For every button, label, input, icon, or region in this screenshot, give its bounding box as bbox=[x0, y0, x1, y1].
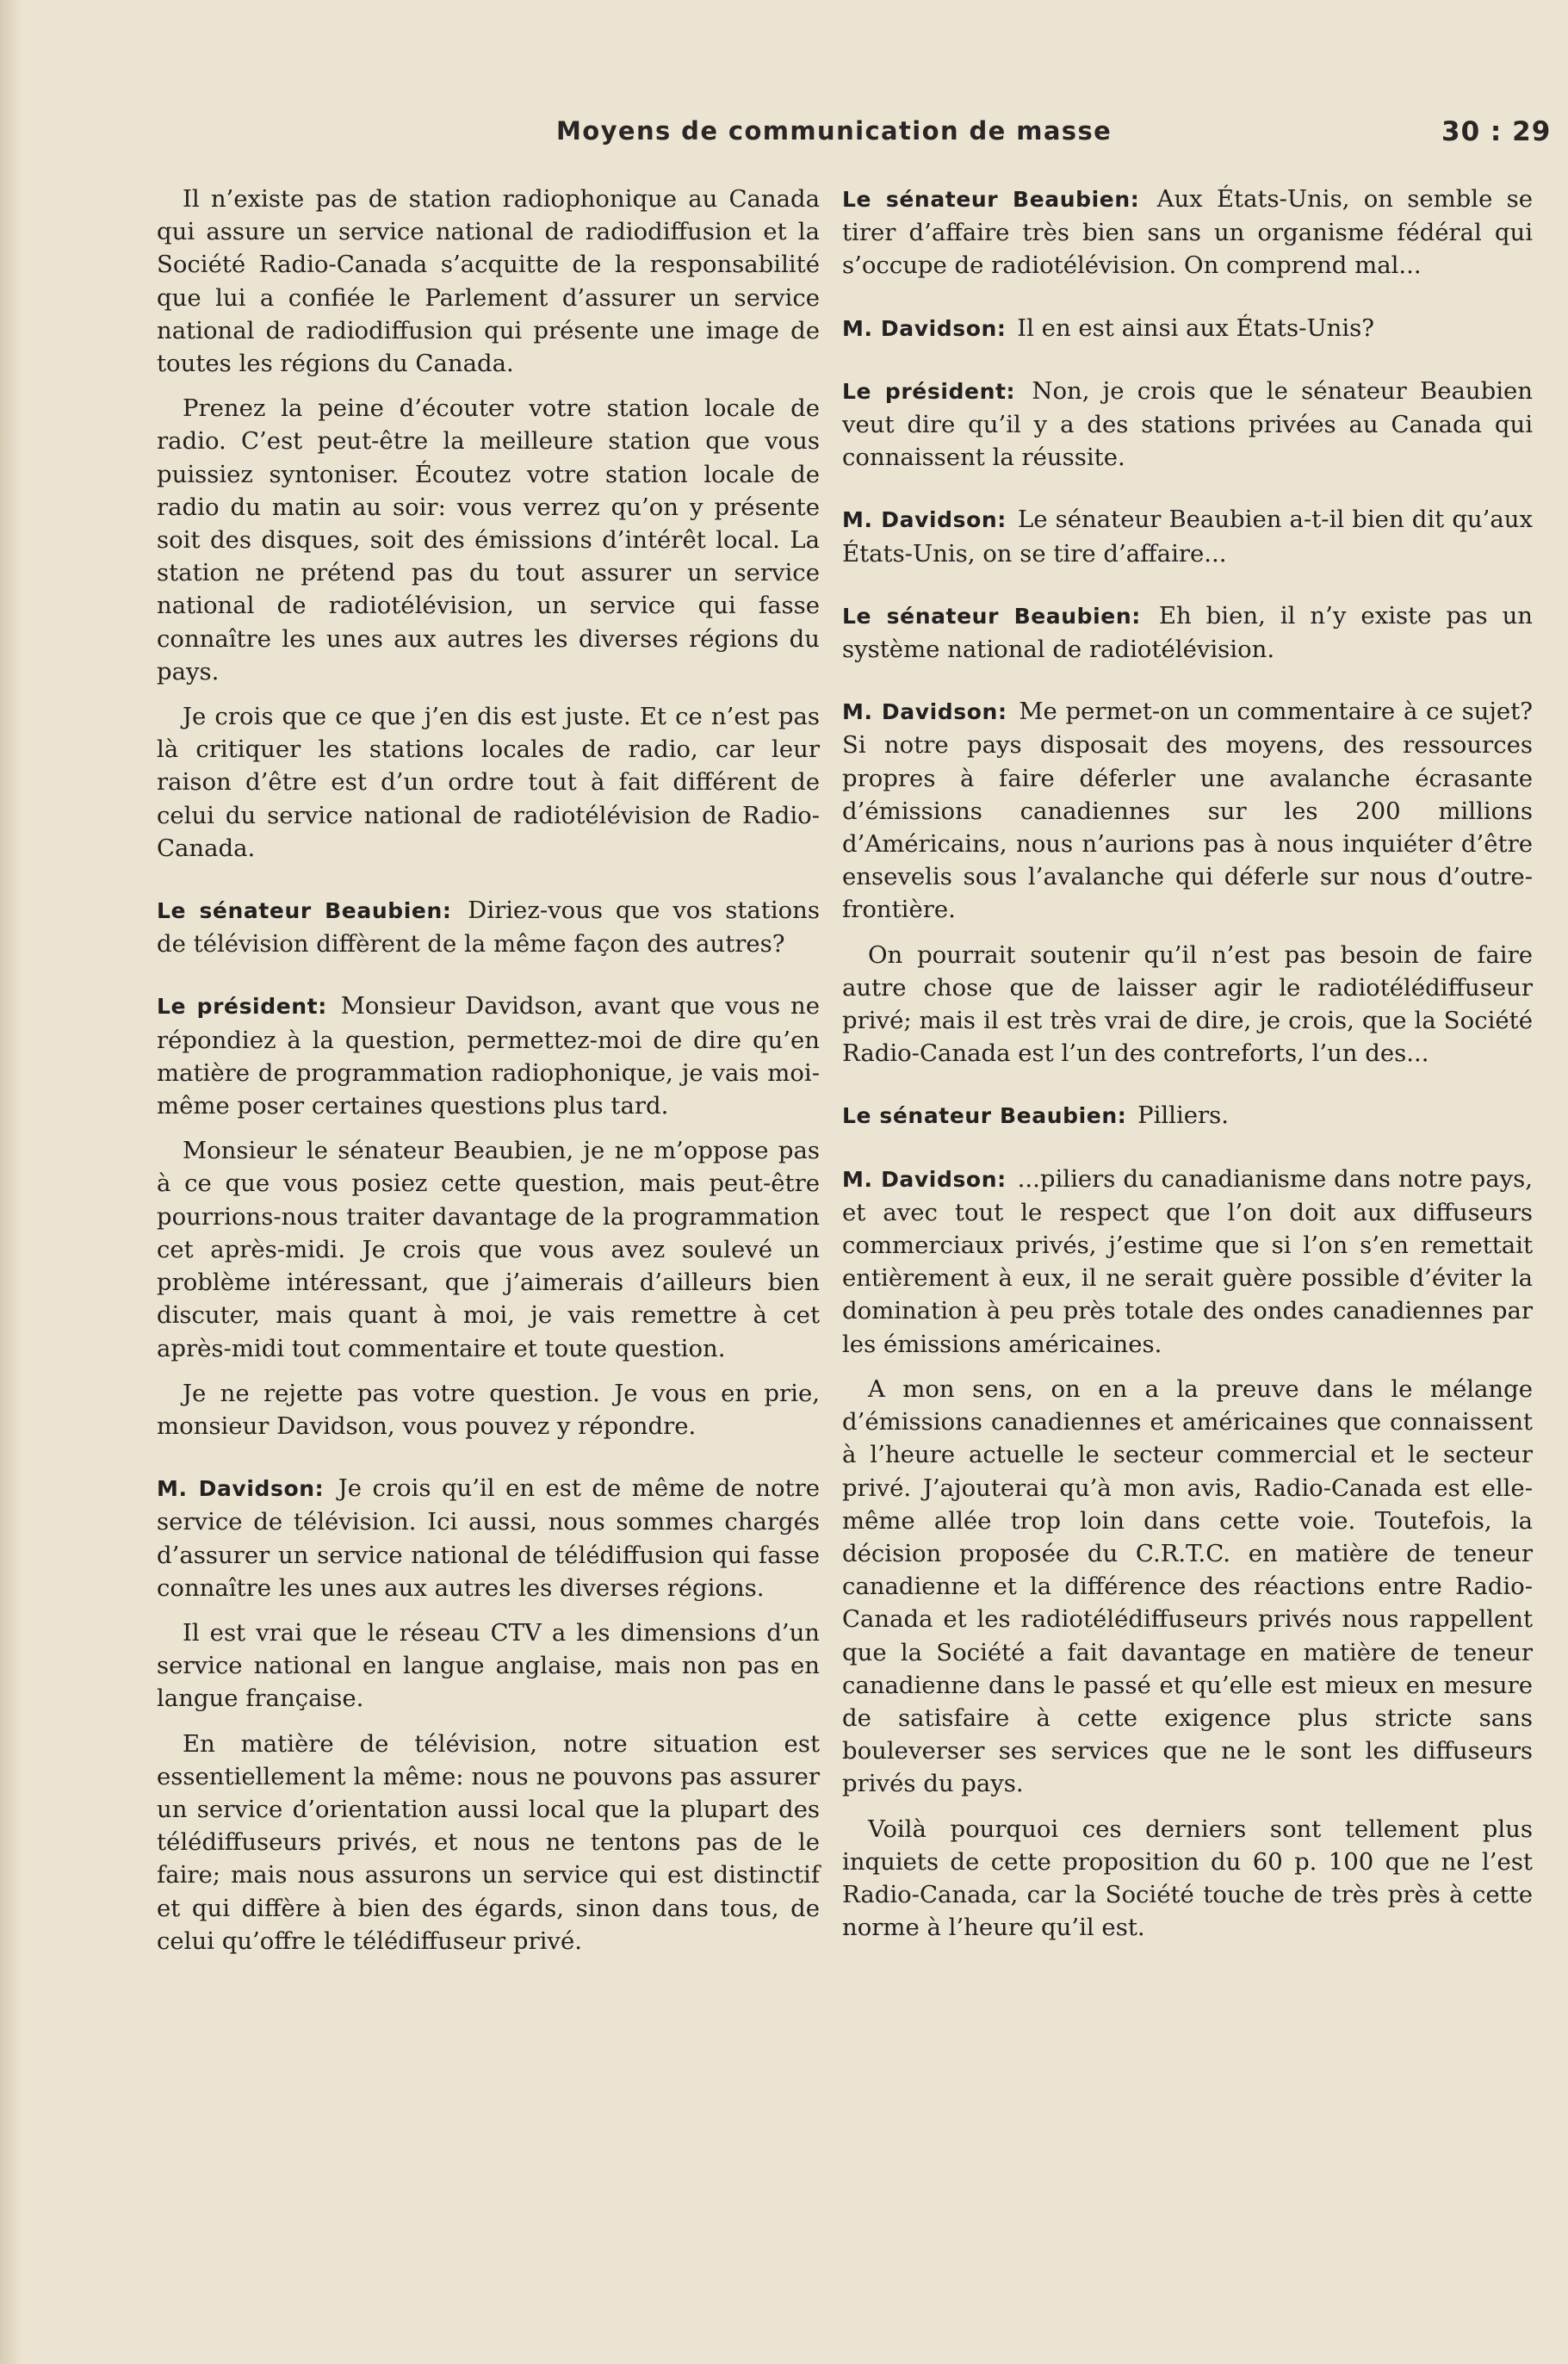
speaker-name: M. Davidson: bbox=[157, 1476, 325, 1502]
speaker-name: Le président: bbox=[842, 378, 1016, 404]
paragraph-text: Diriez-vous que vos stations de télévision diffèrent de la même façon des autres? bbox=[157, 897, 821, 959]
paragraph bbox=[157, 1377, 820, 1443]
speech-paragraph bbox=[842, 599, 1533, 666]
speaker-name: M. Davidson: bbox=[842, 507, 1007, 533]
paragraph-text: On pourrait soutenir qu’il n’est pas besoin de faire autre chose que de laisser agir le radiotélédiffuseur privé; mais il est très vrai de dire, je crois, que la Société Radio-Canada est l’un des contreforts, l’un des... bbox=[842, 940, 1533, 1068]
left-column bbox=[157, 183, 820, 1970]
paragraph bbox=[157, 1616, 820, 1716]
speaker-name: Le sénateur Beaubien: bbox=[157, 898, 452, 924]
speaker-name: Le président: bbox=[157, 994, 327, 1020]
paragraph-text: Me permet-on un commentaire à ce sujet? Si notre pays disposait des moyens, des ressources propres à faire déferler une avalanche écrasante d’émissions canadiennes sur les 200 millions d’Américains, nous n’aurions pas à nous inquiéter d’être ensevelis sous l’avalanche qui déferle sur nous d’outre-frontière. bbox=[842, 698, 1533, 924]
paragraph bbox=[157, 700, 820, 865]
paragraph-text: Il est vrai que le réseau CTV a les dimensions d’un service national en langue anglaise, mais non pas en langue française. bbox=[157, 1618, 820, 1713]
speaker-name: Le sénateur Beaubien: bbox=[842, 1103, 1127, 1129]
paragraph bbox=[157, 1134, 820, 1364]
speech-paragraph bbox=[842, 1099, 1533, 1132]
speaker-name: Le sénateur Beaubien: bbox=[842, 603, 1141, 629]
speech-paragraph bbox=[842, 312, 1533, 345]
speech-paragraph bbox=[842, 503, 1533, 569]
paragraph bbox=[157, 183, 820, 380]
paragraph bbox=[842, 1373, 1533, 1801]
speech-paragraph bbox=[842, 183, 1533, 282]
speaker-name: M. Davidson: bbox=[842, 1166, 1007, 1192]
running-header bbox=[0, 116, 1568, 151]
paragraph-text: Je ne rejette pas votre question. Je vous en prie, monsieur Davidson, vous pouvez y répondre. bbox=[157, 1379, 820, 1440]
paragraph bbox=[157, 392, 820, 688]
speaker-name: M. Davidson: bbox=[842, 315, 1007, 341]
page-edge-shadow bbox=[0, 0, 22, 2364]
paragraph-text: Il en est ainsi aux États-Unis? bbox=[1017, 313, 1374, 342]
speaker-name: M. Davidson: bbox=[842, 699, 1007, 725]
speech-paragraph bbox=[157, 990, 820, 1122]
speaker-name: Le sénateur Beaubien: bbox=[842, 187, 1140, 212]
paragraph-text: A mon sens, on en a la preuve dans le mélange d’émissions canadiennes et américaines que connaissent à l’heure actuelle le secteur commercial et le secteur privé. J’ajouterai qu’à mon avis, Radio-Canada est elle-même allée trop loin dans cette voie. Toutefois, la décision proposée du C.R.T.C. en matière de teneur canadienne et la différence des réactions entre Radio-Canada et les radiotélédiffuseurs privés nous rappellent que la Société a fait davantage en matière de teneur canadienne dans le passé et qu’elle est mieux en mesure de satisfaire à cette exigence plus stricte sans bouleverser ses services que ne le sont les diffuseurs privés du pays. bbox=[842, 1374, 1533, 1798]
paragraph bbox=[157, 1728, 820, 1958]
paragraph-text: Le sénateur Beaubien a-t-il bien dit qu’aux États-Unis, on se tire d’affaire... bbox=[842, 506, 1534, 568]
paragraph bbox=[842, 939, 1533, 1070]
paragraph-text: Voilà pourquoi ces derniers sont tellement plus inquiets de cette proposition du 60 p. 100 que ne l’est Radio-Canada, car la Société touche de très près à cette norme à l’heure qu’il est. bbox=[842, 1815, 1533, 1942]
speech-paragraph bbox=[157, 1472, 820, 1604]
paragraph-text: Pilliers. bbox=[1137, 1101, 1230, 1130]
running-title: Moyens de communication de masse bbox=[556, 116, 1112, 146]
paragraph-text: Eh bien, il n’y existe pas un système national de radiotélévision. bbox=[842, 601, 1533, 664]
speech-paragraph bbox=[842, 1163, 1533, 1361]
paragraph-text: ...piliers du canadianisme dans notre pays, et avec tout le respect que l’on doit aux diffuseurs commerciaux privés, j’estime que si l’on s’en remettait entièrement à eux, il ne serait guère possible d’éviter la domination à peu près totale des ondes canadiennes par les émissions américaines. bbox=[842, 1164, 1534, 1358]
speech-paragraph bbox=[157, 894, 820, 960]
paragraph-text: Aux États-Unis, on semble se tirer d’affaire très bien sans un organisme fédéral qui s’occupe de radiotélévision. On comprend mal... bbox=[842, 185, 1533, 280]
paragraph-text: En matière de télévision, notre situation est essentiellement la même: nous ne pouvons pas assurer un service d’orientation aussi local que la plupart des télédiffuseurs privés, et nous ne tentons pas de le faire; mais nous assurons un service qui est distinctif et qui diffère à bien des égards, sinon dans tous, de celui qu’offre le télédiffuseur privé. bbox=[157, 1729, 820, 1955]
paragraph-text: Il n’existe pas de station radiophonique au Canada qui assure un service national de radiodiffusion et la Société Radio-Canada s’acquitte de la responsabilité que lui a confiée le Parlement d’assurer un service national de radiodiffusion qui présente une image de toutes les régions du Canada. bbox=[157, 185, 820, 378]
paragraph-text: Monsieur Davidson, avant que vous ne répondiez à la question, permettez-moi de dire qu’en matière de programmation radiophonique, je vais moi-même poser certaines questions plus tard. bbox=[157, 992, 820, 1120]
paragraph bbox=[842, 1813, 1533, 1945]
paragraph-text: Je crois que ce que j’en dis est juste. Et ce n’est pas là critiquer les stations locales de radio, car leur raison d’être est d’un ordre tout à fait différent de celui du service national de radiotélévision de Radio-Canada. bbox=[157, 703, 820, 862]
paragraph-text: Non, je crois que le sénateur Beaubien veut dire qu’il y a des stations privées au Canada qui connaissent la réussite. bbox=[842, 376, 1533, 472]
speech-paragraph bbox=[842, 375, 1533, 475]
right-column bbox=[842, 183, 1533, 1956]
paragraph-text: Prenez la peine d’écouter votre station locale de radio. C’est peut-être la meilleure station que vous puissiez syntoniser. Écoutez votre station locale de radio du matin au soir: vous verrez qu’on y présente soit des disques, soit des émissions d’intérêt local. La station ne prétend pas du tout assurer un service national de radiotélévision, un service qui fasse connaître les unes aux autres les diverses régions du pays. bbox=[157, 394, 820, 686]
paragraph-text: Monsieur le sénateur Beaubien, je ne m’oppose pas à ce que vous posiez cette question, mais peut-être pourrions-nous traiter davantage de la programmation cet après-midi. Je crois que vous avez soulevé un problème intéressant, que j’aimerais d’ailleurs bien discuter, mais quant à moi, je vais remettre à cet après-midi tout commentaire et toute question. bbox=[157, 1137, 820, 1362]
page-number: 30 : 29 bbox=[1441, 116, 1552, 147]
paragraph-text: Je crois qu’il en est de même de notre service de télévision. Ici aussi, nous sommes chargés d’assurer un service national de télédiffusion qui fasse connaître les unes aux autres les diverses régions. bbox=[157, 1474, 821, 1602]
speech-paragraph bbox=[842, 695, 1533, 926]
